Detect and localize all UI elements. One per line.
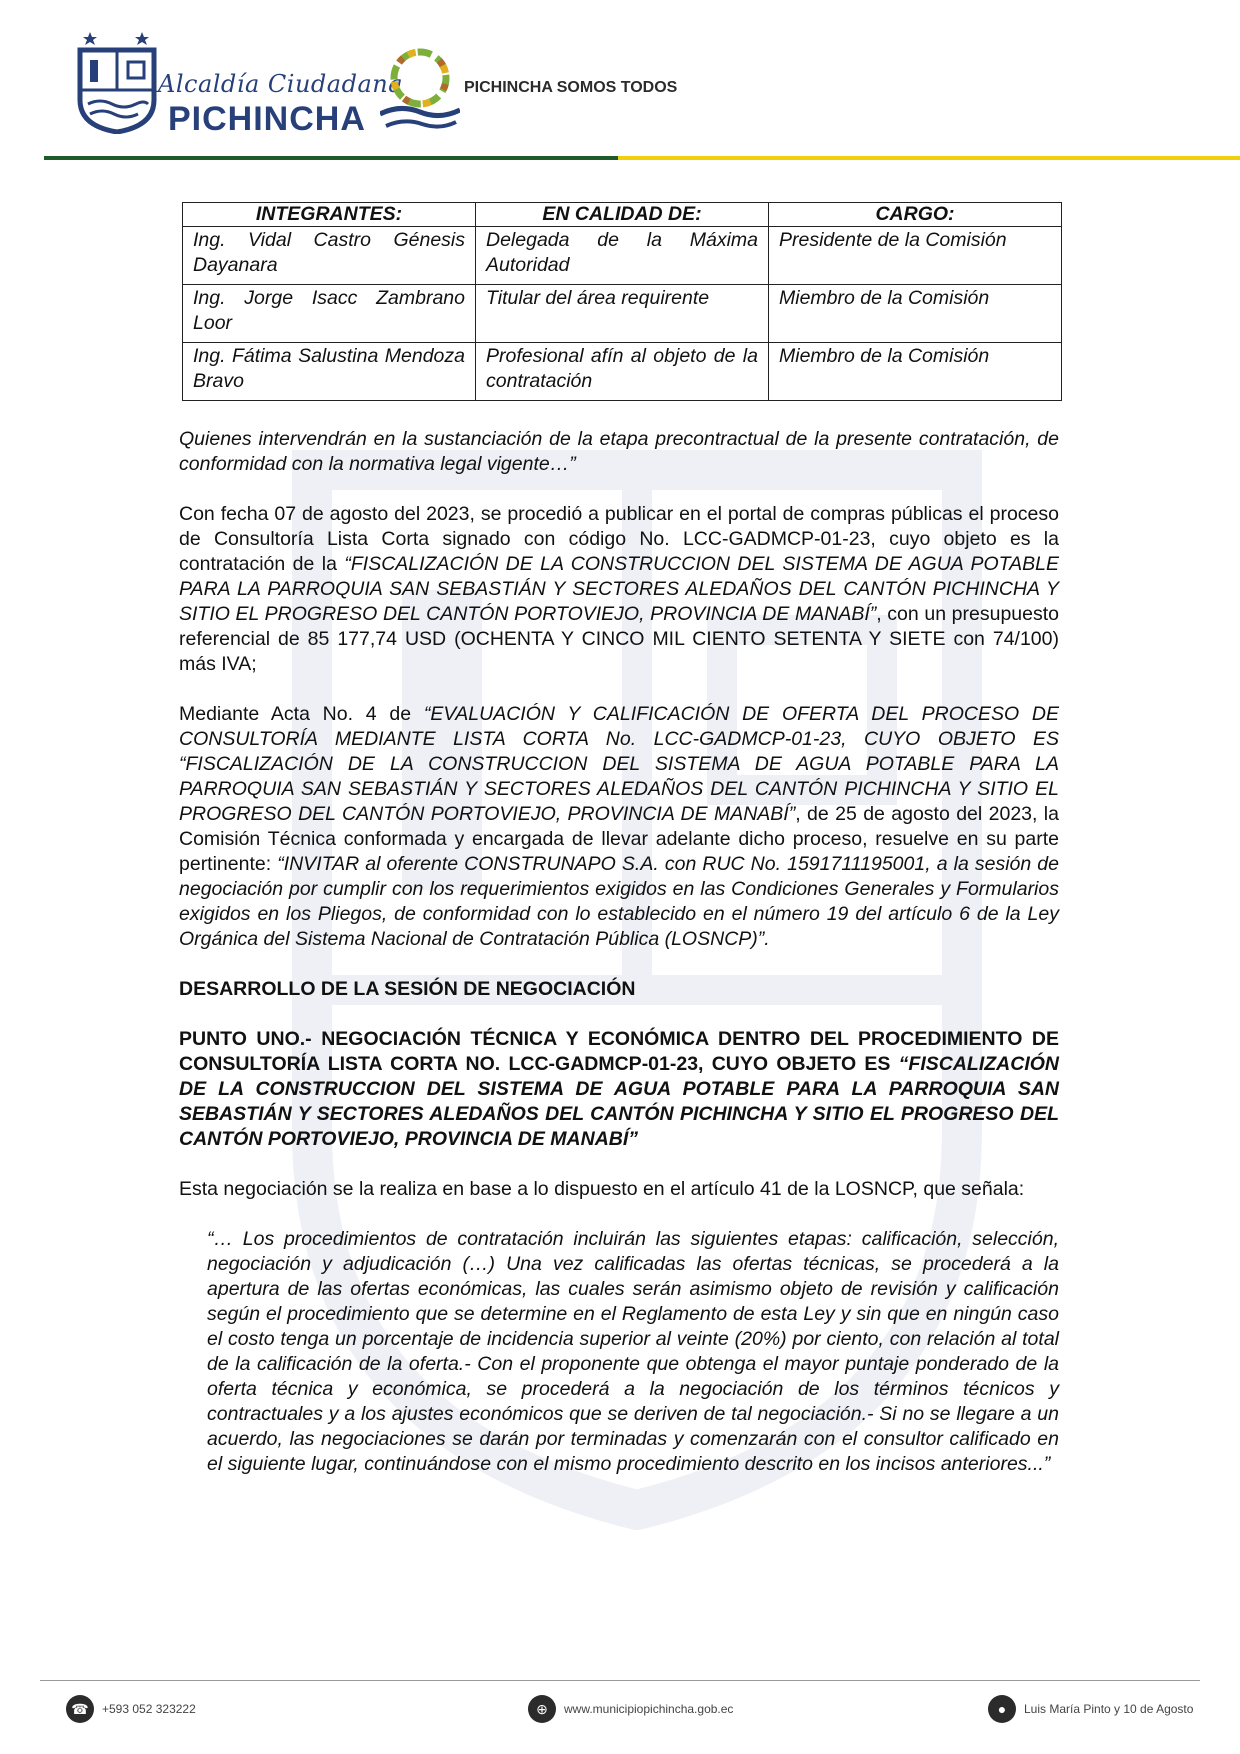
header-rule-yellow — [618, 156, 1240, 160]
footer-website[interactable] — [528, 1694, 733, 1724]
member-position: Miembro de la Comisión — [769, 285, 1062, 343]
column-header-cargo: CARGO: — [769, 203, 1062, 227]
member-name: Ing. Vidal Castro Génesis Dayanara — [183, 227, 476, 285]
website-link[interactable]: www.municipiopichincha.gob.ec — [564, 1702, 734, 1716]
member-position: Presidente de la Comisión — [769, 227, 1062, 285]
table-header-row — [183, 203, 1062, 227]
commission-members-table — [182, 202, 1062, 401]
municipality-script-title: Alcaldía Ciudadana — [158, 70, 404, 98]
slogan: PICHINCHA SOMOS TODOS — [464, 79, 678, 96]
member-role: Profesional afín al objeto de la contratación — [476, 343, 769, 401]
location-pin-icon: ● — [988, 1695, 1016, 1723]
document-body — [179, 202, 1059, 1502]
point-one-heading: PUNTO UNO.- NEGOCIACIÓN TÉCNICA Y ECONÓMICA DENTRO DEL PROCEDIMIENTO DE CONSULTORÍA LISTA CORTA NO. LCC-GADMCP-01-23, CUYO OBJETO ES “FISCALIZACIÓN DE LA CONSTRUCCION DEL SISTEMA DE AGUA POTABLE PARA LA PARROQUIA SAN SEBASTIÁN Y SECTORES ALEDAÑOS DEL CANTÓN PICHINCHA Y SITIO EL PROGRESO DEL CANTÓN PORTOVIEJO, PROVINCIA DE MANABÍ” — [179, 1028, 1059, 1150]
phone-icon: ☎ — [66, 1695, 94, 1723]
municipality-name: PICHINCHA — [168, 100, 366, 138]
globe-icon: ⊕ — [528, 1695, 556, 1723]
footer-phone — [66, 1694, 196, 1724]
address-text: Luis María Pinto y 10 de Agosto — [1024, 1702, 1194, 1716]
article-41-quote: “… Los procedimientos de contratación incluirán las siguientes etapas: calificación, selección, negociación y adjudicación (…) Una vez calificadas las ofertas técnicas, se procederá a la apertura de las ofertas económicas, las cuales serán asimismo objeto de revisión y calificación según el procedimiento que se determine en el Reglamento de esta Ley y sin que en ningún caso el costo tenga un porcentaje de incidencia superior al veinte (20%) por ciento, con relación al total de la calificación de la oferta.- Con el proponente que obtenga el mayor puntaje ponderado de la oferta técnica y económica, se procederá a la negociación de los términos técnicos y contractuales y a los ajustes económicos que se deriven de tal negociación.- Si no se llegare a un acuerdo, las negociaciones se darán por terminadas y comenzarán con el consultor calificado en el siguiente lugar, continuándose con el mismo procedimiento descrito en los incisos anteriores...” — [207, 1228, 1059, 1475]
member-name: Ing. Fátima Salustina Mendoza Bravo — [183, 343, 476, 401]
letterhead — [0, 0, 1240, 165]
footer-address — [988, 1694, 1193, 1724]
header-rule-green — [44, 156, 618, 160]
intro-paragraph: Quienes intervendrán en la sustanciación de la etapa precontractual de la presente contratación, de conformidad con la normativa legal vigente…” — [179, 428, 1059, 475]
section-heading: DESARROLLO DE LA SESIÓN DE NEGOCIACIÓN — [179, 978, 636, 1000]
legal-basis-paragraph: Esta negociación se la realiza en base a lo dispuesto en el artículo 41 de la LOSNCP, que señala: — [179, 1178, 1025, 1200]
member-name: Ing. Jorge Isacc Zambrano Loor — [183, 285, 476, 343]
member-role: Titular del área requirente — [476, 285, 769, 343]
member-role: Delegada de la Máxima Autoridad — [476, 227, 769, 285]
phone-number: +593 052 323222 — [102, 1702, 196, 1716]
column-header-calidad: EN CALIDAD DE: — [476, 203, 769, 227]
municipal-shield-logo — [76, 30, 158, 134]
evaluation-paragraph: Mediante Acta No. 4 de “EVALUACIÓN Y CALIFICACIÓN DE OFERTA DEL PROCESO DE CONSULTORÍA MEDIANTE LISTA CORTA No. LCC-GADMCP-01-23, CUYO OBJETO ES “FISCALIZACIÓN DE LA CONSTRUCCION DEL SISTEMA DE AGUA POTABLE PARA LA PARROQUIA SAN SEBASTIÁN Y SECTORES ALEDAÑOS DEL CANTÓN PICHINCHA Y SITIO EL PROGRESO DEL CANTÓN PORTOVIEJO, PROVINCIA DE MANABÍ”, de 25 de agosto del 2023, la Comisión Técnica conformada y encargada de llevar adelante dicho proceso, resuelve en su parte pertinente: “INVITAR al oferente CONSTRUNAPO S.A. con RUC No. 1591711195001, a la sesión de negociación por cumplir con los requerimientos exigidos en las Condiciones Generales y Formularios exigidos en los Pliegos, de conformidad con lo establecido en el número 19 del artículo 6 de la Ley Orgánica del Sistema Nacional de Contratación Pública (LOSNCP)”. — [179, 703, 1059, 950]
member-position: Miembro de la Comisión — [769, 343, 1062, 401]
footer-rule — [40, 1680, 1200, 1681]
pichincha-somos-todos-logo — [380, 38, 460, 138]
publication-paragraph: Con fecha 07 de agosto del 2023, se procedió a publicar en el portal de compras públicas el proceso de Consultoría Lista Corta signado con código No. LCC-GADMCP-01-23, cuyo objeto es la contratación de la “FISCALIZACIÓN DE LA CONSTRUCCION DEL SISTEMA DE AGUA POTABLE PARA LA PARROQUIA SAN SEBASTIÁN Y SECTORES ALEDAÑOS DEL CANTÓN PICHINCHA Y SITIO EL PROGRESO DEL CANTÓN PORTOVIEJO, PROVINCIA DE MANABÍ”, con un presupuesto referencial de 85 177,74 USD (OCHENTA Y CINCO MIL CIENTO SETENTA Y SIETE con 74/100) más IVA; — [179, 503, 1059, 675]
table-row — [183, 343, 1062, 401]
table-row — [183, 227, 1062, 285]
table-row — [183, 285, 1062, 343]
column-header-integrantes: INTEGRANTES: — [183, 203, 476, 227]
